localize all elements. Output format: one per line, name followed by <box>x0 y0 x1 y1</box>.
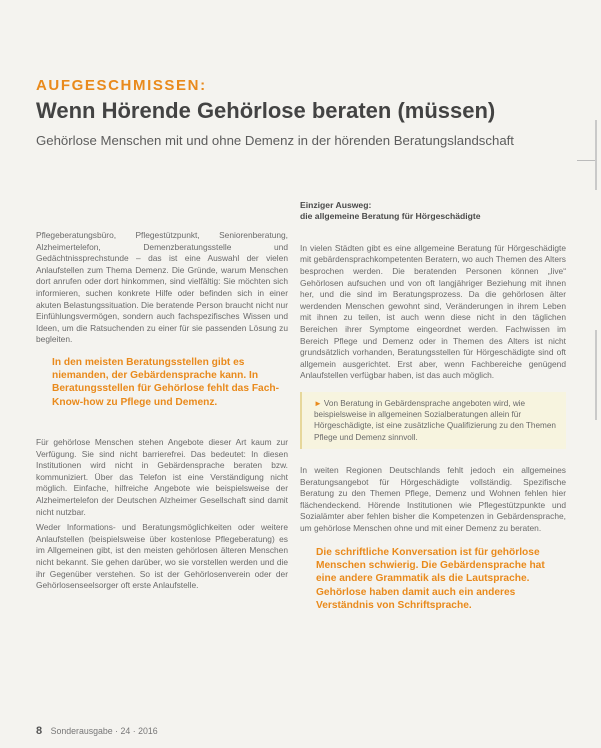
right-column <box>300 200 566 382</box>
page-number: 8 <box>36 725 43 737</box>
right-pullquote <box>300 546 566 612</box>
left-column <box>36 230 288 346</box>
article-title: Wenn Hörende Gehörlose beraten (müssen) <box>36 98 496 123</box>
left-pullquote-text: In den meisten Beratungsstellen gibt es niemanden, der Gebärdensprache kann. In Beratungsstellen für Gehörlose fehlt das Fach-Know-how zu Pflege und Demenz. <box>52 357 280 408</box>
right-pullquote-text: Die schriftliche Konversation ist für gehörlose Menschen schwierig. Die Gebärdensprache hat eine andere Grammatik als die Lautsprache. Gehörlose haben damit auch ein anderes Verständnis von Schriftsprache. <box>316 547 545 611</box>
right-heading-line-2: die allgemeine Beratung für Hörgeschädigte <box>300 211 481 222</box>
section-kicker: AUFGESCHMISSEN: <box>36 77 207 94</box>
left-pullquote <box>36 356 281 409</box>
article-subtitle: Gehörlose Menschen mit und ohne Demenz in der hörenden Beratungslandschaft <box>36 133 514 148</box>
edge-mark-top <box>595 120 597 190</box>
info-sidebar-box <box>300 392 566 449</box>
right-section-heading <box>300 200 566 223</box>
left-paragraph-3: Weder Informations- und Beratungsmöglichkeiten oder weitere Anlaufstellen (beispielsweise über kostenlose Pflegeberatung) es im Allgemeinen gibt, ist den meisten gehörlosen älteren Menschen nicht bekannt. Sie gehen darüber, wo sie vorstellen werden und die ihr Gegenüber verstehen. So ist der Gehörlosenverein oder der Gehörlosenseelsorger oft erste Anlaufstelle. <box>36 522 288 591</box>
right-paragraph-1: In vielen Städten gibt es eine allgemeine Beratung für Hörgeschädigte mit gebärdensprachkompetenten Beratern, wo auch Themen des Alters besprochen werden. Die beratenden Personen können „live“ Gehörlosen aufsuchen und von oft langjähriger Beziehung mit ihnen her, und die sind im Beratungsprozess. Da die gehörlosen älter werdenden Menschen gewohnt sind, Veränderungen in ihrem Leben mit ihnen zu teilen, ist auch wenn diese nicht in den täglichen Bereichen ihrer Symptome eingeordnet werden. Fachwissen im Bereich Pflege und Demenz oder in Themen des Alters ist nicht grundsätzlich vorhanden, Beratungsstellen für Hörgeschädigte sind oft allgemein ausgerichtet. Erst aber, wenn Fachbereiche genügend Anlaufstellen verfügbar haben, ist das auch möglich. <box>300 242 566 381</box>
publication-info: Sonderausgabe · 24 · 2016 <box>50 726 158 736</box>
page-footer <box>36 725 158 737</box>
left-paragraph-1: Pflegeberatungsbüro, Pflegestützpunkt, Seniorenberatung, Alzheimertelefon, Demenzberatungsstelle und Gedächtnissprechstunde – das ist eine Auswahl der vielen Anlaufstellen zum Thema Demenz. Die Gründe, warum Menschen dort anrufen oder dort hinkommen, sind vielfältig: Sie möchten sich informieren, suchen konkrete Hilfe oder befinden sich in einer akuten Belastungssituation. Die beratende Person braucht nicht nur Einfühlungsvermögen, sondern auch fachspezifisches Wissen und Ideen, um die Ratsuchenden zu einer für sie passenden Lösung zu begleiten. <box>36 230 288 345</box>
edge-mark-middle <box>595 330 597 420</box>
left-paragraph-2: Für gehörlose Menschen stehen Angebote dieser Art kaum zur Verfügung. Sie sind nicht barrierefrei. Das bedeutet: In diesen Institutionen wird nicht in Gebärdensprache beraten bzw. kommuniziert. Über das Telefon ist eine Verständigung nicht möglich. Einfache, hilfreiche Angebote wie beispielsweise der Alzheimertelefon der Deutschen Alzheimer Gesellschaft sind damit nicht nutzbar. <box>36 437 288 517</box>
right-column-lower <box>300 465 566 535</box>
right-heading-line-1: Einziger Ausweg: <box>300 200 372 210</box>
left-column-lower <box>36 437 288 592</box>
sidebar-text: Von Beratung in Gebärdensprache angeboten wird, wie beispielsweise in allgemeinen Sozialberatungen allein für Hörgeschädigte, ist eine zusätzliche Qualifizierung zu den Themen Pflege und Demenz sinnvoll. <box>314 399 556 442</box>
right-paragraph-2: In weiten Regionen Deutschlands fehlt jedoch ein allgemeines Beratungsangebot für Hörgeschädigte vollständig. Spezifische Beratung zu den Themen Pflege, Demenz und Wohnen fehlen hier flächendeckend. Hörende Institutionen wie Pflegestützpunkte und Sozialämter aber fehlen bisher die Kompetenzen in Gebärdensprache, um gehörlose Menschen ohne und mit einer Demenz zu beraten. <box>300 465 566 533</box>
arrow-right-icon: ► <box>314 399 322 408</box>
header-rule <box>577 160 595 161</box>
